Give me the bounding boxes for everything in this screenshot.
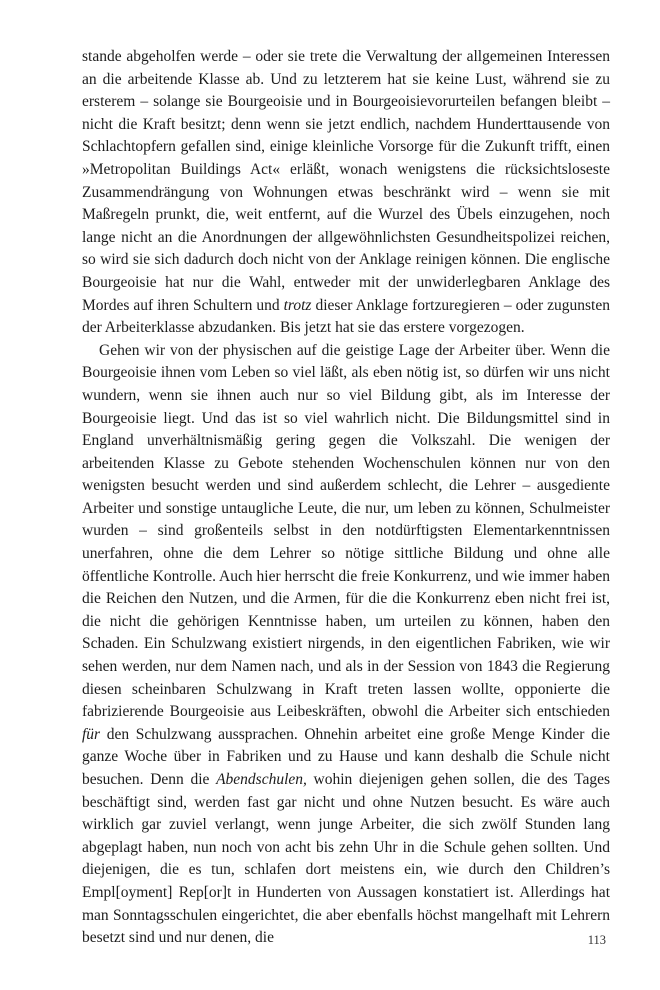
paragraph-1-emphasis: trotz bbox=[283, 296, 312, 314]
paragraph-2-emphasis-abendschulen: Abendschulen, bbox=[216, 771, 307, 788]
paragraph-1-text-b: dieser Anklage fortzuregieren – oder zugunsten der Arbeiterklasse abzudanken. Bis jetzt hat sie das erstere vorgezogen. bbox=[82, 296, 610, 337]
body-text bbox=[82, 46, 610, 950]
paragraph-2-text-a: Gehen wir von der physischen auf die geistige Lage der Arbeiter über. Wenn die Bourgeoisie ihnen vom Leben so viel läßt, als eben nötig ist, so dürfen wir uns nicht wundern, wenn sie ihnen auch nur so viel Bildung gibt, als im Interesse der Bourgeoisie liegt. Und das ist so viel wahrlich nicht. Die Bildungsmittel sind in England unverhältnismäßig gering gegen die Volkszahl. Die wenigen der arbeitenden Klasse zu Gebote stehenden Wochenschulen können nur von den wenigsten besucht werden und sind außerdem schlecht, die Lehrer – ausgediente Arbeiter und sonstige untaugliche Leute, die nur, um leben zu können, Schulmeister wurden – sind großenteils selbst in den notdürftigsten Elementarkenntnissen unerfahren, ohne die dem Lehrer so nötige sittliche Bildung und ohne alle öffentliche Kontrolle. Auch hier herrscht die freie Konkurrenz, und wie immer haben die Reichen den Nutzen, und die Armen, für die die Konkurrenz eben nicht frei ist, die nicht die gehörigen Kenntnisse haben, um urteilen zu können, haben den Schaden. Ein Schulzwang existiert nirgends, in den eigentlichen Fabriken, wie wir sehen werden, nur dem Namen nach, und als in der Session von 1843 die Regierung diesen scheinbaren Schulzwang in Kraft treten lassen wollte, opponierte die fabrizierende Bourgeoisie aus Leibeskräften, obwohl die Arbeiter sich entschieden bbox=[82, 341, 610, 721]
paragraph-2 bbox=[82, 340, 610, 950]
paragraph-1 bbox=[82, 46, 610, 340]
paragraph-2-text-c: wohin diejenigen gehen sollen, die des Tages beschäftigt sind, werden fast gar nicht und ohne Nutzen besucht. Es wäre auch wirklich gar zuviel verlangt, wenn junge Arbeiter, die sich zwölf Stunden lang abgeplagt haben, nun noch von acht bis zehn Uhr in die Schule gehen sollten. Und diejenigen, die es tun, schlafen dort meistens ein, wie durch den Children’s Empl[oyment] Rep[or]t in Hunderten von Aussagen konstatiert ist. Allerdings hat man Sonntagsschulen eingerichtet, die aber ebenfalls höchst mangelhaft mit Lehrern besetzt sind und nur denen, die bbox=[82, 771, 611, 947]
paragraph-2-text-b: den Schulzwang aussprachen. Ohnehin arbeitet eine große Menge Kinder die ganze Woche über in Fabriken und zu Hause und kann deshalb die Schule nicht besuchen. Denn die bbox=[82, 725, 610, 788]
paragraph-2-emphasis-fuer: für bbox=[82, 725, 101, 743]
page-number: 113 bbox=[587, 933, 606, 947]
paragraph-1-text-a: stande abgeholfen werde – oder sie trete die Verwaltung der allgemeinen Interessen an die arbeitende Klasse ab. Und zu letzterem hat sie keine Lust, während sie zu ersterem – solange sie Bourgeoisie und in Bourgeoisievorurteilen befangen bleibt – nicht die Kraft besitzt; denn wenn sie jetzt endlich, nachdem Hunderttausende von Schlachtopfern gefallen sind, einige kleinliche Vorsorge für die Zukunft trifft, einen »Metropolitan Buildings Act« erläßt, wonach wenigstens die rücksichtsloseste Zusammendrängung von Wohnungen etwas beschränkt wird – wenn sie mit Maßregeln prunkt, die, weit entfernt, auf die Wurzel des Übels einzugehen, noch lange nicht an die Anordnungen der allgewöhnlichsten Gesundheitspolizei reichen, so wird sie sich dadurch doch nicht von der Anklage reinigen können. Die englische Bourgeoisie hat nur die Wahl, entweder mit der unwiderlegbaren Anklage des Mordes auf ihren Schultern und bbox=[82, 48, 610, 314]
